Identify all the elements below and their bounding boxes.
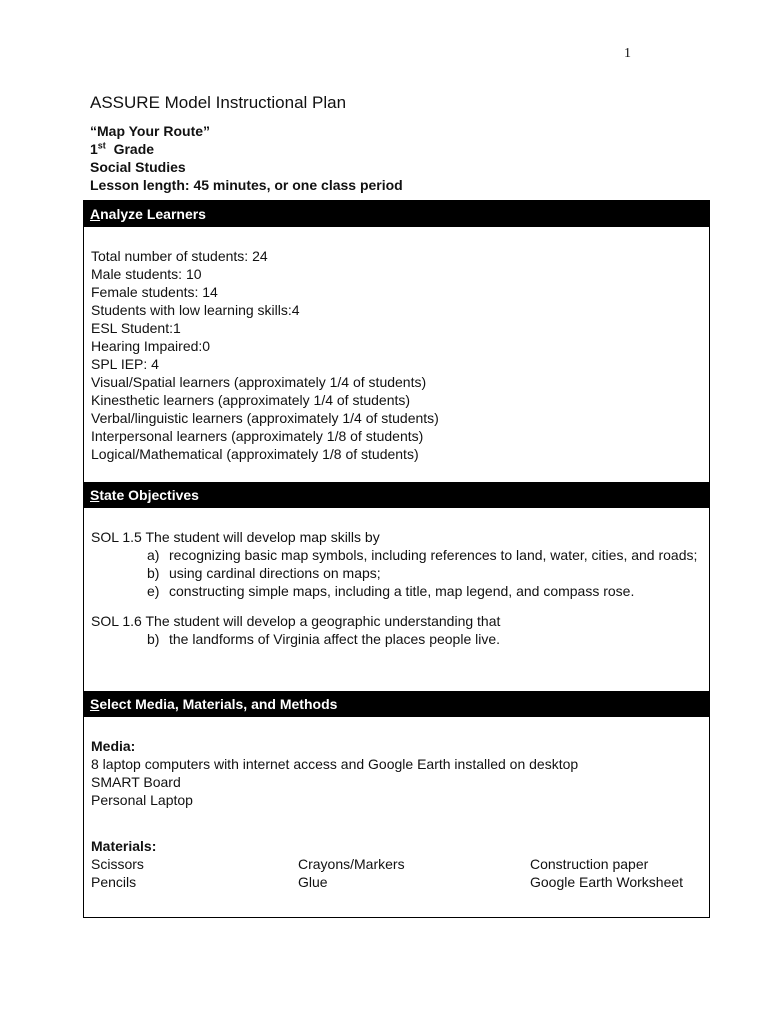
- learner-stat: Hearing Impaired:0: [91, 338, 211, 354]
- learner-stat: ESL Student:1: [91, 320, 181, 336]
- item-text: using cardinal directions on maps;: [169, 565, 381, 581]
- lesson-length: Lesson length: 45 minutes, or one class period: [90, 177, 403, 193]
- learner-stat: Interpersonal learners (approximately 1/8 of students): [91, 428, 424, 444]
- select-media-body: [91, 737, 699, 891]
- material-item: Crayons/Markers: [298, 856, 405, 872]
- heading-initial: A: [90, 206, 101, 222]
- grade-number: 1: [90, 141, 98, 157]
- material-item: Google Earth Worksheet: [530, 874, 684, 890]
- item-marker: a): [147, 547, 160, 563]
- material-item: Scissors: [91, 856, 144, 872]
- materials-row: [91, 873, 699, 891]
- media-item: Personal Laptop: [91, 792, 193, 808]
- objective-item: [91, 546, 699, 564]
- item-marker: e): [147, 583, 160, 599]
- learner-stat: Female students: 14: [91, 284, 218, 300]
- item-text: recognizing basic map symbols, including references to land, water, cities, and roads;: [169, 547, 698, 563]
- heading-text: elect Media, Materials, and Methods: [99, 696, 338, 712]
- document-title: ASSURE Model Instructional Plan: [90, 93, 347, 112]
- media-item: 8 laptop computers with internet access and Google Earth installed on desktop: [91, 756, 579, 772]
- heading-initial: S: [90, 487, 100, 503]
- learner-stat: Male students: 10: [91, 266, 202, 282]
- objective-item: [91, 564, 699, 582]
- analyze-learners-body: [91, 247, 699, 463]
- media-item: SMART Board: [91, 774, 181, 790]
- learner-stat: Verbal/linguistic learners (approximately 1/4 of students): [91, 410, 439, 426]
- objective-item: [91, 630, 699, 648]
- materials-row: [91, 855, 699, 873]
- plan-table: [83, 200, 710, 918]
- state-objectives-body: [91, 528, 699, 648]
- lesson-subject: Social Studies: [90, 159, 186, 175]
- item-text: constructing simple maps, including a title, map legend, and compass rose.: [169, 583, 635, 599]
- lesson-title: “Map Your Route”: [90, 123, 211, 139]
- item-marker: b): [147, 631, 160, 647]
- heading-initial: S: [90, 696, 100, 712]
- grade-suffix: st: [97, 140, 106, 151]
- item-marker: b): [147, 565, 160, 581]
- material-item: Pencils: [91, 874, 137, 890]
- lesson-grade: [90, 140, 403, 158]
- learner-stat: Total number of students: 24: [91, 248, 268, 264]
- sol-1-6-intro: SOL 1.6 The student will develop a geographic understanding that: [91, 613, 501, 629]
- material-item: Construction paper: [530, 856, 649, 872]
- lesson-header: [90, 122, 403, 194]
- material-item: Glue: [298, 874, 328, 890]
- materials-label: Materials:: [91, 838, 157, 854]
- sol-1-5-intro: SOL 1.5 The student will develop map skills by: [91, 529, 380, 545]
- heading-text: tate Objectives: [99, 487, 199, 503]
- objective-item: [91, 582, 699, 600]
- state-objectives-heading: [84, 482, 709, 508]
- select-media-heading: [84, 691, 709, 717]
- analyze-learners-heading: [84, 201, 709, 227]
- item-text: the landforms of Virginia affect the places people live.: [169, 631, 501, 647]
- learner-stat: Kinesthetic learners (approximately 1/4 of students): [91, 392, 411, 408]
- learner-stat: Logical/Mathematical (approximately 1/8 of students): [91, 446, 419, 462]
- page-number: 1: [624, 46, 631, 61]
- learner-stat: SPL IEP: 4: [91, 356, 159, 372]
- media-label: Media:: [91, 738, 136, 754]
- learner-stat: Visual/Spatial learners (approximately 1/4 of students): [91, 374, 427, 390]
- heading-text: nalyze Learners: [100, 206, 206, 222]
- learner-stat: Students with low learning skills:4: [91, 302, 300, 318]
- grade-word: Grade: [113, 141, 155, 157]
